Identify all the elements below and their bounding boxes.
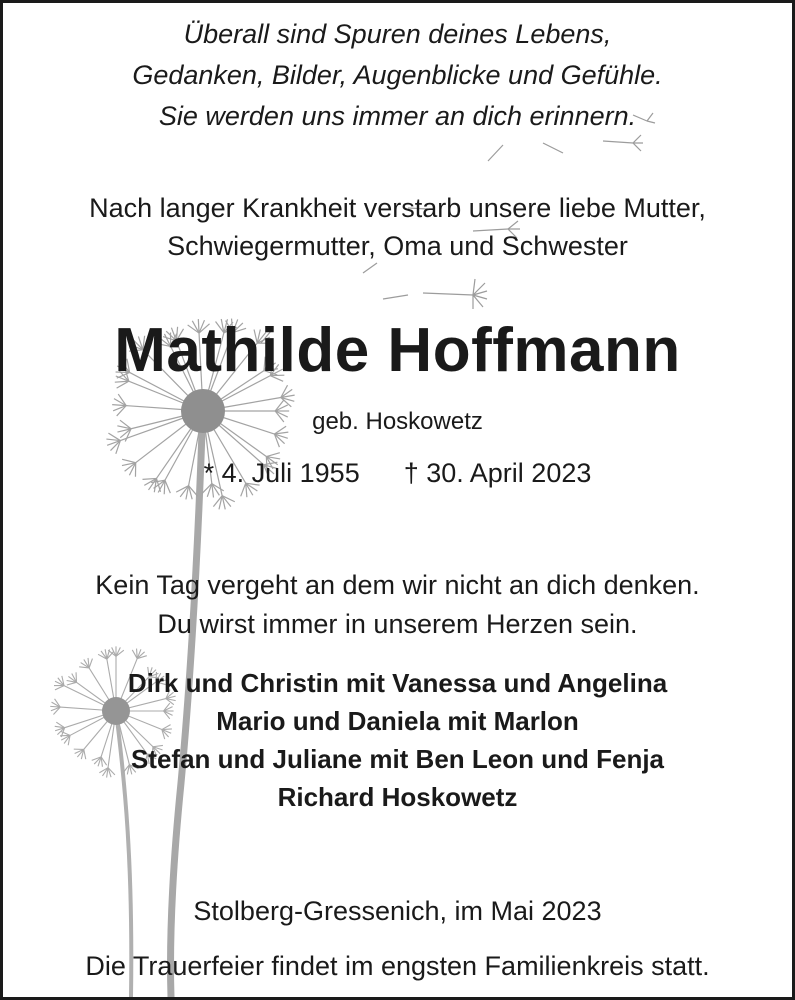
family-line-2: Mario und Daniela mit Marlon <box>216 706 579 736</box>
family-line-3: Stefan und Juliane mit Ben Leon und Fenja <box>130 744 665 774</box>
family-line-1: Dirk und Christin mit Vanessa und Angelina <box>127 668 668 698</box>
maiden-name: geb. Hoskowetz <box>312 408 483 435</box>
verse-line-2: Gedanken, Bilder, Augenblicke und Gefühle. <box>132 60 663 90</box>
remembrance-line-2: Du wirst immer in unserem Herzen sein. <box>157 609 638 639</box>
remembrance-line-1: Kein Tag vergeht an dem wir nicht an dich denken. <box>95 570 700 600</box>
intro-line-1: Nach langer Krankheit verstarb unsere liebe Mutter, <box>89 193 706 223</box>
verse-line-3: Sie werden uns immer an dich erinnern. <box>158 101 637 131</box>
intro-line-2: Schwiegermutter, Oma und Schwester <box>167 231 628 261</box>
place-date: Stolberg-Gressenich, im Mai 2023 <box>193 896 602 926</box>
dandelion-illustration <box>3 3 792 997</box>
life-dates <box>3 458 792 489</box>
death-date: † 30. April 2023 <box>403 458 592 488</box>
family-line-4: Richard Hoskowetz <box>277 782 518 812</box>
birth-date: * 4. Juli 1955 <box>203 458 360 488</box>
deceased-name: Mathilde Hoffmann <box>114 316 681 385</box>
ceremony-note: Die Trauerfeier findet im engsten Familienkreis statt. <box>85 951 710 981</box>
verse-line-1: Überall sind Spuren deines Lebens, <box>183 19 612 49</box>
